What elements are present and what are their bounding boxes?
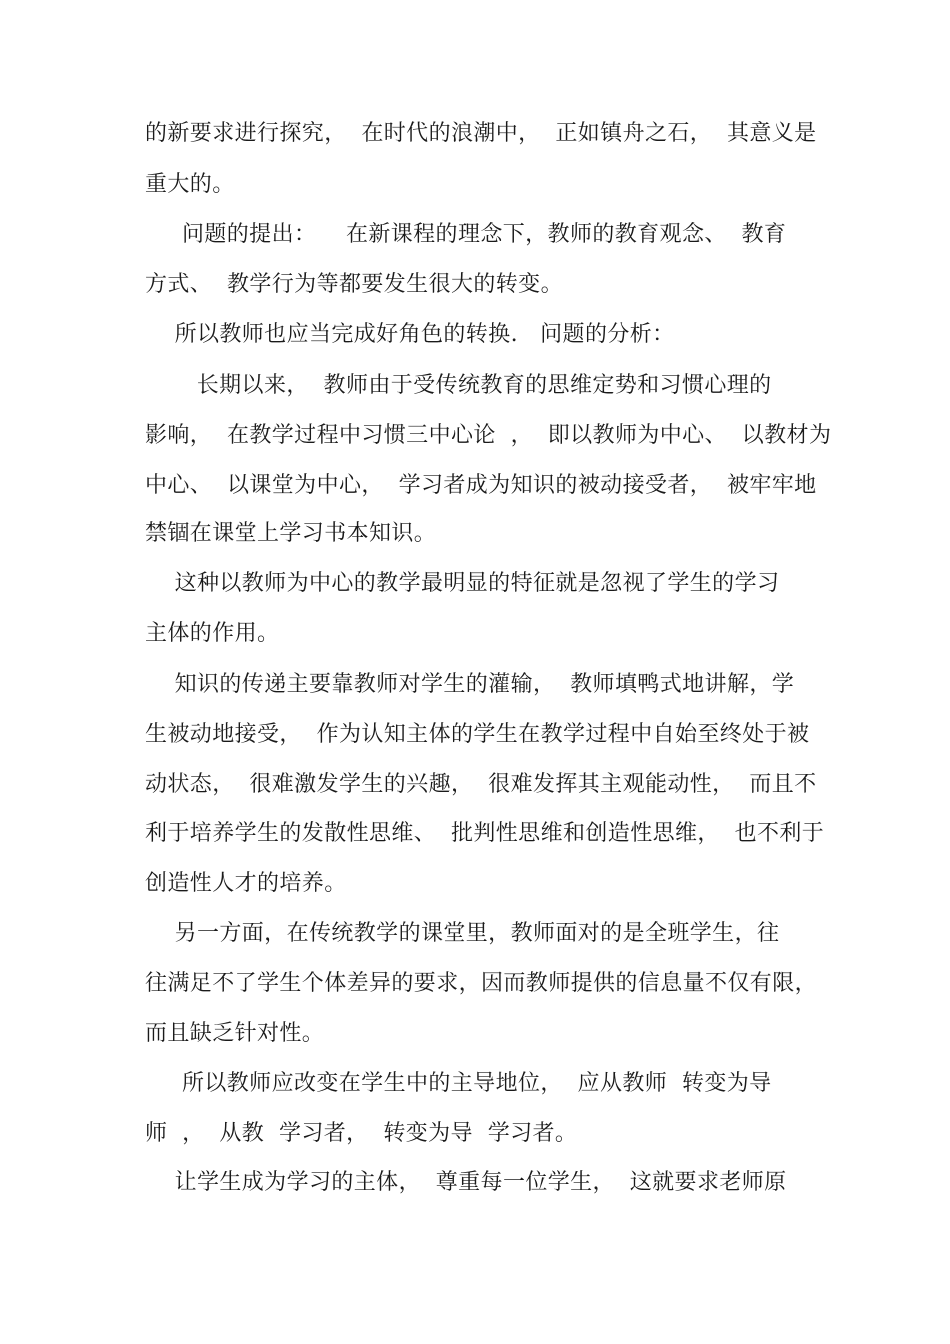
text-line: 另一方面，在传统教学的课堂里，教师面对的是全班学生，往 (145, 921, 780, 946)
text-line: 往满足不了学生个体差异的要求，因而教师提供的信息量不仅有限， (145, 971, 818, 996)
text-line: 影响， 在教学过程中习惯三中心论 ， 即以教师为中心、 以教材为 (145, 423, 832, 448)
text-line: 而且缺乏针对性。 (145, 1021, 325, 1046)
text-line: 创造性人才的培养。 (145, 871, 347, 896)
text-line: 禁锢在课堂上学习书本知识。 (145, 521, 437, 546)
text-line: 所以教师应改变在学生中的主导地位， 应从教师 转变为导 (145, 1071, 772, 1096)
text-line: 动状态， 很难激发学生的兴趣， 很难发挥其主观能动性， 而且不 (145, 772, 817, 797)
text-line: 重大的。 (145, 172, 235, 197)
text-line: 主体的作用。 (145, 621, 280, 646)
text-line: 所以教师也应当完成好角色的转换. 问题的分析： (145, 322, 675, 347)
text-line: 师 ， 从教 学习者， 转变为导 学习者。 (145, 1121, 578, 1146)
text-line: 利于培养学生的发散性思维、 批判性思维和创造性思维， 也不利于 (145, 821, 825, 846)
text-line: 中心、 以课堂为中心， 学习者成为知识的被动接受者， 被牢牢地 (145, 473, 817, 498)
text-line: 生被动地接受， 作为认知主体的学生在教学过程中自始至终处于被 (145, 722, 810, 747)
text-line: 长期以来， 教师由于受传统教育的思维定势和习惯心理的 (145, 373, 772, 398)
text-line: 让学生成为学习的主体， 尊重每一位学生， 这就要求老师原 (145, 1170, 787, 1195)
text-line: 方式、 教学行为等都要发生很大的转变。 (145, 272, 563, 297)
text-line: 问题的提出： 在新课程的理念下，教师的教育观念、 教育 (145, 222, 787, 247)
text-line: 这种以教师为中心的教学最明显的特征就是忽视了学生的学习 (145, 571, 780, 596)
text-line: 的新要求进行探究， 在时代的浪潮中， 正如镇舟之石， 其意义是 (145, 121, 817, 146)
text-line: 知识的传递主要靠教师对学生的灌输， 教师填鸭式地讲解，学 (145, 672, 795, 697)
